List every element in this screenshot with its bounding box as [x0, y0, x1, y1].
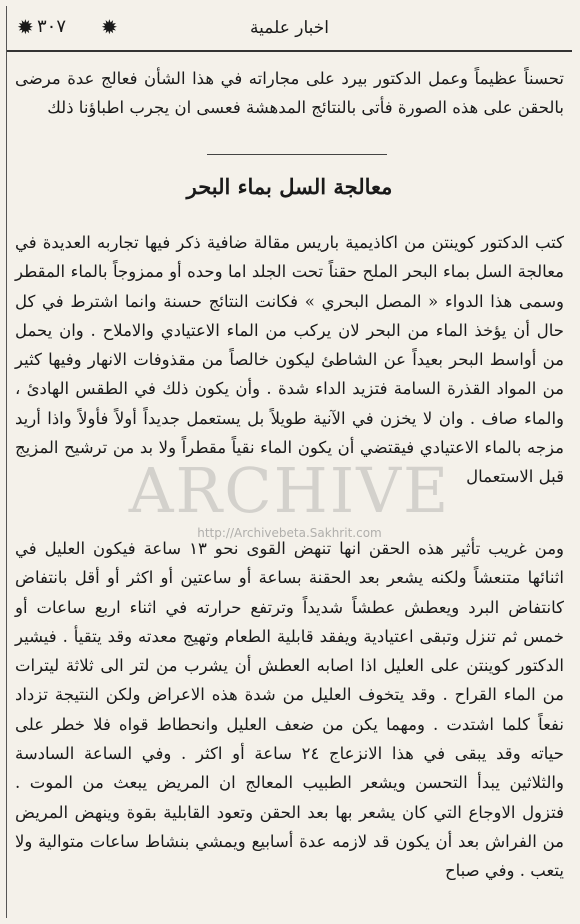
section-divider: [207, 154, 387, 155]
body-paragraph-2: ومن غريب تأثير هذه الحقن انها تنهض القوى نحو ١٣ ساعة فيكون العليل في اثنائها متنعشاً ولكنه يشعر بعد الحقنة بساعة أو ساعتين أو اكثر أو أقل بانتفاض كانتفاض البرد ويعطش عطشاً شديداً وترتفع حرارته في اثناء اربع ساعات أو خمس ثم تنزل وتبقى اعتيادية ويفقد قابلية الطعام وتهيج معدته وقد يتقيأ . فيشير الدكتور كوينتن على العليل اذا اصابه العطش أن يشرب من لتر الى ثلاثة ليترات من الماء القراح . وقد يتخوف العليل من شدة هذه الاعراض ولكن النتيجة تزداد نفعاً كلما اشتدت . ومهما يكن من ضعف العليل وانحطاط قواه فلا خطر على حياته وقد يبقى في هذا الانزعاج ٢٤ ساعة أو اكثر . وفي الساعة السادسة والثلاثين يبدأ التحسن ويشعر الطبيب المعالج ان المريض يبعث من الموت . فتزول الاوجاع التي كان يشعر بها بعد الحقن وتعود القابلية بقوة وينهض المريض من الفراش بعد أن يكون قد لازمه عدة أسابيع ويمشي بنشاط ساعات متوالية ولا يتعب . وفي صباح: [15, 539, 564, 881]
page-header: [7, 6, 572, 52]
intro-paragraph: تحسناً عظيماً وعمل الدكتور بيرد على مجاراته في هذا الشأن فعالج عدة مرضى بالحقن على هذه الصورة فأتى بالنتائج المدهشة فعسى ان يجرب اطباؤنا ذلك: [15, 69, 564, 118]
running-title: اخبار علمية: [250, 18, 329, 38]
body-paragraph-1: كتب الدكتور كوينتن من اكاذيمية باريس مقالة ضافية ذكر فيها تجاربه العديدة في معالجة السل بماء البحر الملح حقناً تحت الجلد اما وحده أو ممزوجاً بالماء المقطر وسمى هذا الدواء « المصل البحري » فكانت النتائج حسنة وانما اشترط في كل حال أن يؤخذ الماء من البحر لان يركب من الماء الاعتيادي والاملاح . وان يحمل من أواسط البحر بعيداً عن الشاطئ ليكون خالصاً من مقذوفات الانهار وفيها كثير من المواد القذرة السامة فتزيد الداء شدة . وأن يكون ذلك في الطقس الهادئ ، والماء صاف . وان لا يخزن في الآنية طويلاً بل يستعمل جديداً أولاً فأولاً واذا أريد مزجه بالماء الاعتيادي فيقتضي أن يكون الماء نقياً مقطراً ولا بد من ترشيح المزيج قبل الاستعمال: [15, 233, 564, 487]
page-number: ٣٠٧: [37, 16, 67, 37]
ornament-right-icon: ✹: [101, 15, 118, 39]
archive-watermark-logo: ARCHIVE: [128, 454, 451, 527]
ornament-left-icon: ✹: [17, 15, 34, 39]
header-rule: [7, 50, 572, 52]
section-title: معالجة السل بماء البحر: [186, 174, 393, 199]
archive-watermark-url: http://Archivebeta.Sakhrit.com: [197, 526, 382, 540]
scanned-page: [6, 6, 572, 918]
